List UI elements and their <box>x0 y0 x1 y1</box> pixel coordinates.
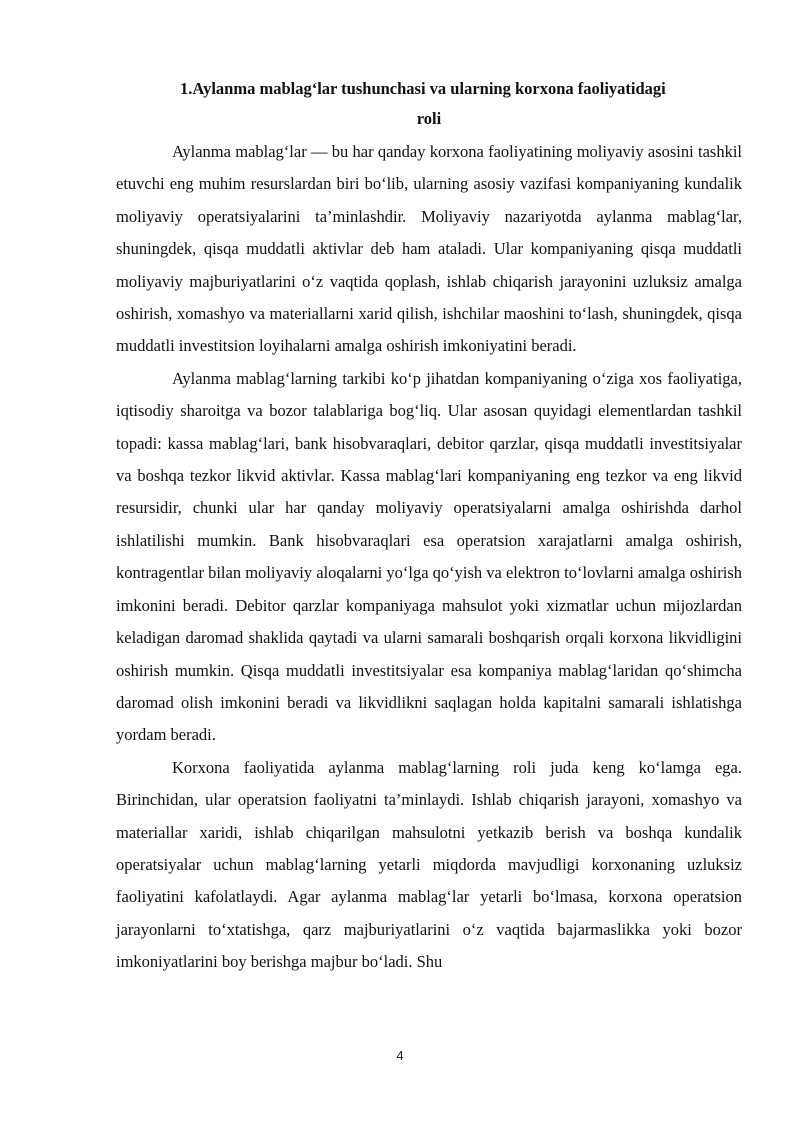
paragraph-3: Korxona faoliyatida aylanma mablag‘larning roli juda keng ko‘lamga ega. Birinchidan, ular operatsion faoliyatni ta’minlaydi. Ishlab chiqarish jarayoni, xomashyo va materiallar xaridi, ishlab chiqarilgan mahsulotni yetkazib berish va boshqa kundalik operatsiyalar uchun mablag‘larning yetarli miqdorda mavjudligi korxonaning uzluksiz faoliyatini kafolatlaydi. Agar aylanma mablag‘lar yetarli bo‘lmasa, korxona operatsion jarayonlarni to‘xtatishga, qarz majburiyatlarini o‘z vaqtida bajarmaslikka yoki bozor imkoniyatlarini boy berishga majbur bo‘ladi. Shu <box>116 757 742 972</box>
body-text <box>116 136 742 979</box>
section-heading <box>116 74 742 134</box>
page-number: 4 <box>396 1048 404 1063</box>
paragraph-2: Aylanma mablag‘larning tarkibi ko‘p jihatdan kompaniyaning o‘ziga xos faoliyatiga, iqtisodiy sharoitga va bozor talablariga bog‘liq. Ular asosan quyidagi elementlardan tashkil topadi: kassa mablag‘lari, bank hisobvaraqlari, debitor qarzlar, qisqa muddatli investitsiyalar va boshqa tezkor likvid aktivlar. Kassa mablag‘lari kompaniyaning eng tezkor va eng likvid resursidir, chunki ular har qanday moliyaviy operatsiyalarni amalga oshirishda darhol ishlatilishi mumkin. Bank hisobvaraqlari esa operatsion xarajatlarni amalga oshirish, kontragentlar bilan moliyaviy aloqalarni yo‘lga qo‘yish va elektron to‘lovlarni amalga oshirish imkonini beradi. Debitor qarzlar kompaniyaga mahsulot yoki xizmatlar uchun mijozlardan keladigan daromad shaklida qaytadi va ularni samarali boshqarish orqali korxona likvidligini oshirish mumkin. Qisqa muddatli investitsiyalar esa kompaniya mablag‘laridan qo‘shimcha daromad olish imkonini beradi va likvidlikni saqlagan holda kapitalni samarali ishlatishga yordam beradi. <box>116 368 742 745</box>
heading-line-1: 1.Aylanma mablag‘lar tushunchasi va ularning korxona faoliyatidagi <box>180 79 666 98</box>
heading-line-2: roli <box>416 109 442 128</box>
paragraph-1: Aylanma mablag‘lar — bu har qanday korxona faoliyatining moliyaviy asosini tashkil etuvchi eng muhim resurslardan biri bo‘lib, ularning asosiy vazifasi kompaniyaning kundalik moliyaviy operatsiyalarini ta’minlashdir. Moliyaviy nazariyotda aylanma mablag‘lar, shuningdek, qisqa muddatli aktivlar deb ham ataladi. Ular kompaniyaning qisqa muddatli moliyaviy majburiyatlarini o‘z vaqtida qoplash, ishlab chiqarish jarayonini uzluksiz amalga oshirish, xomashyo va materiallarni xarid qilish, ishchilar maoshini to‘lash, shuningdek, qisqa muddatli investitsion loyihalarni amalga oshirish imkoniyatini beradi. <box>116 142 742 356</box>
